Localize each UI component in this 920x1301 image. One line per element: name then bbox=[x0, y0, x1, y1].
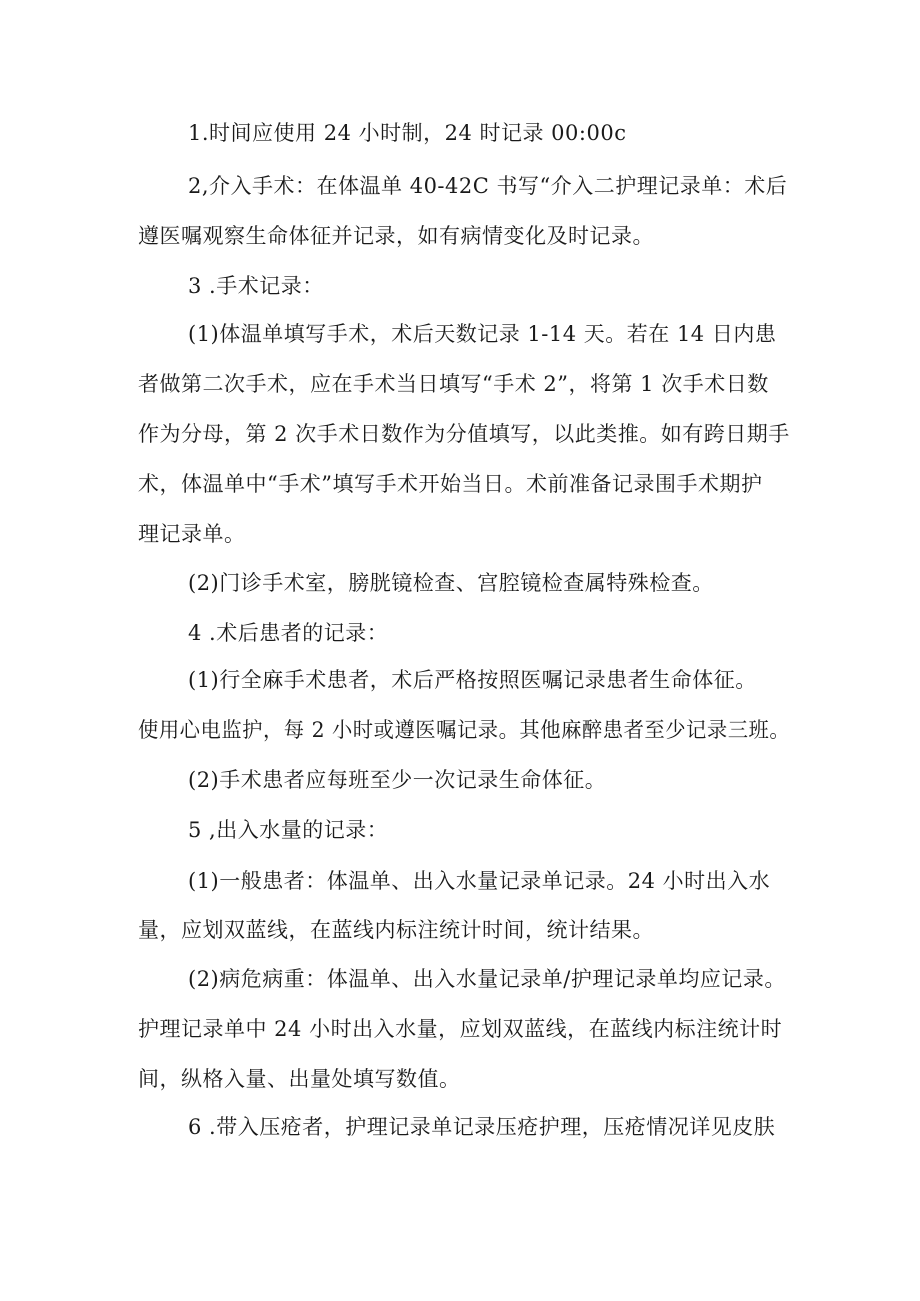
section-heading: 4 .术后患者的记录： bbox=[188, 621, 389, 645]
text-line: 者做第二次手术，应在手术当日填写“手术 2”，将第 1 次手术日数 bbox=[138, 372, 769, 396]
text-line: 理记录单。 bbox=[138, 522, 246, 546]
text-line: (2)病危病重：体温单、出入水量记录单/护理记录单均应记录。 bbox=[188, 967, 786, 991]
text-line: 作为分母，第 2 次手术日数作为分值填写，以此类推。如有跨日期手 bbox=[138, 422, 790, 446]
text-line: (1)行全麻手术患者，术后严格按照医嘱记录患者生命体征。 bbox=[188, 668, 757, 692]
text-line: 护理记录单中 24 小时出入水量，应划双蓝线，在蓝线内标注统计时 bbox=[138, 1017, 783, 1041]
text-line: 2,介入手术：在体温单 40-42C 书写“介入二护理记录单：术后 bbox=[188, 174, 788, 198]
text-line: 使用心电监护，每 2 小时或遵医嘱记录。其他麻醉患者至少记录三班。 bbox=[138, 718, 791, 742]
section-heading: 5 ,出入水量的记录： bbox=[188, 818, 389, 842]
text-line: 量，应划双蓝线，在蓝线内标注统计时间，统计结果。 bbox=[138, 918, 654, 942]
text-line: (1)一般患者：体温单、出入水量记录单记录。24 小时出入水 bbox=[188, 869, 771, 893]
section-heading: 3 .手术记录： bbox=[188, 274, 324, 298]
text-line: 6 .带入压疮者，护理记录单记录压疮护理，压疮情况详见皮肤 bbox=[188, 1115, 776, 1139]
text-line: (1)体温单填写手术，术后天数记录 1-14 天。若在 14 日内患 bbox=[188, 322, 777, 346]
text-line: (2)手术患者应每班至少一次记录生命体征。 bbox=[188, 768, 607, 792]
text-line: (2)门诊手术室，膀胱镜检查、宫腔镜检查属特殊检查。 bbox=[188, 571, 714, 595]
text-line: 术，体温单中“手术”填写手术开始当日。术前准备记录围手术期护 bbox=[138, 472, 763, 496]
text-line: 间，纵格入量、出量处填写数值。 bbox=[138, 1067, 461, 1091]
text-line: 遵医嘱观察生命体征并记录，如有病情变化及时记录。 bbox=[138, 224, 654, 248]
text-line: 1.时间应使用 24 小时制，24 时记录 00:00c bbox=[188, 121, 627, 145]
